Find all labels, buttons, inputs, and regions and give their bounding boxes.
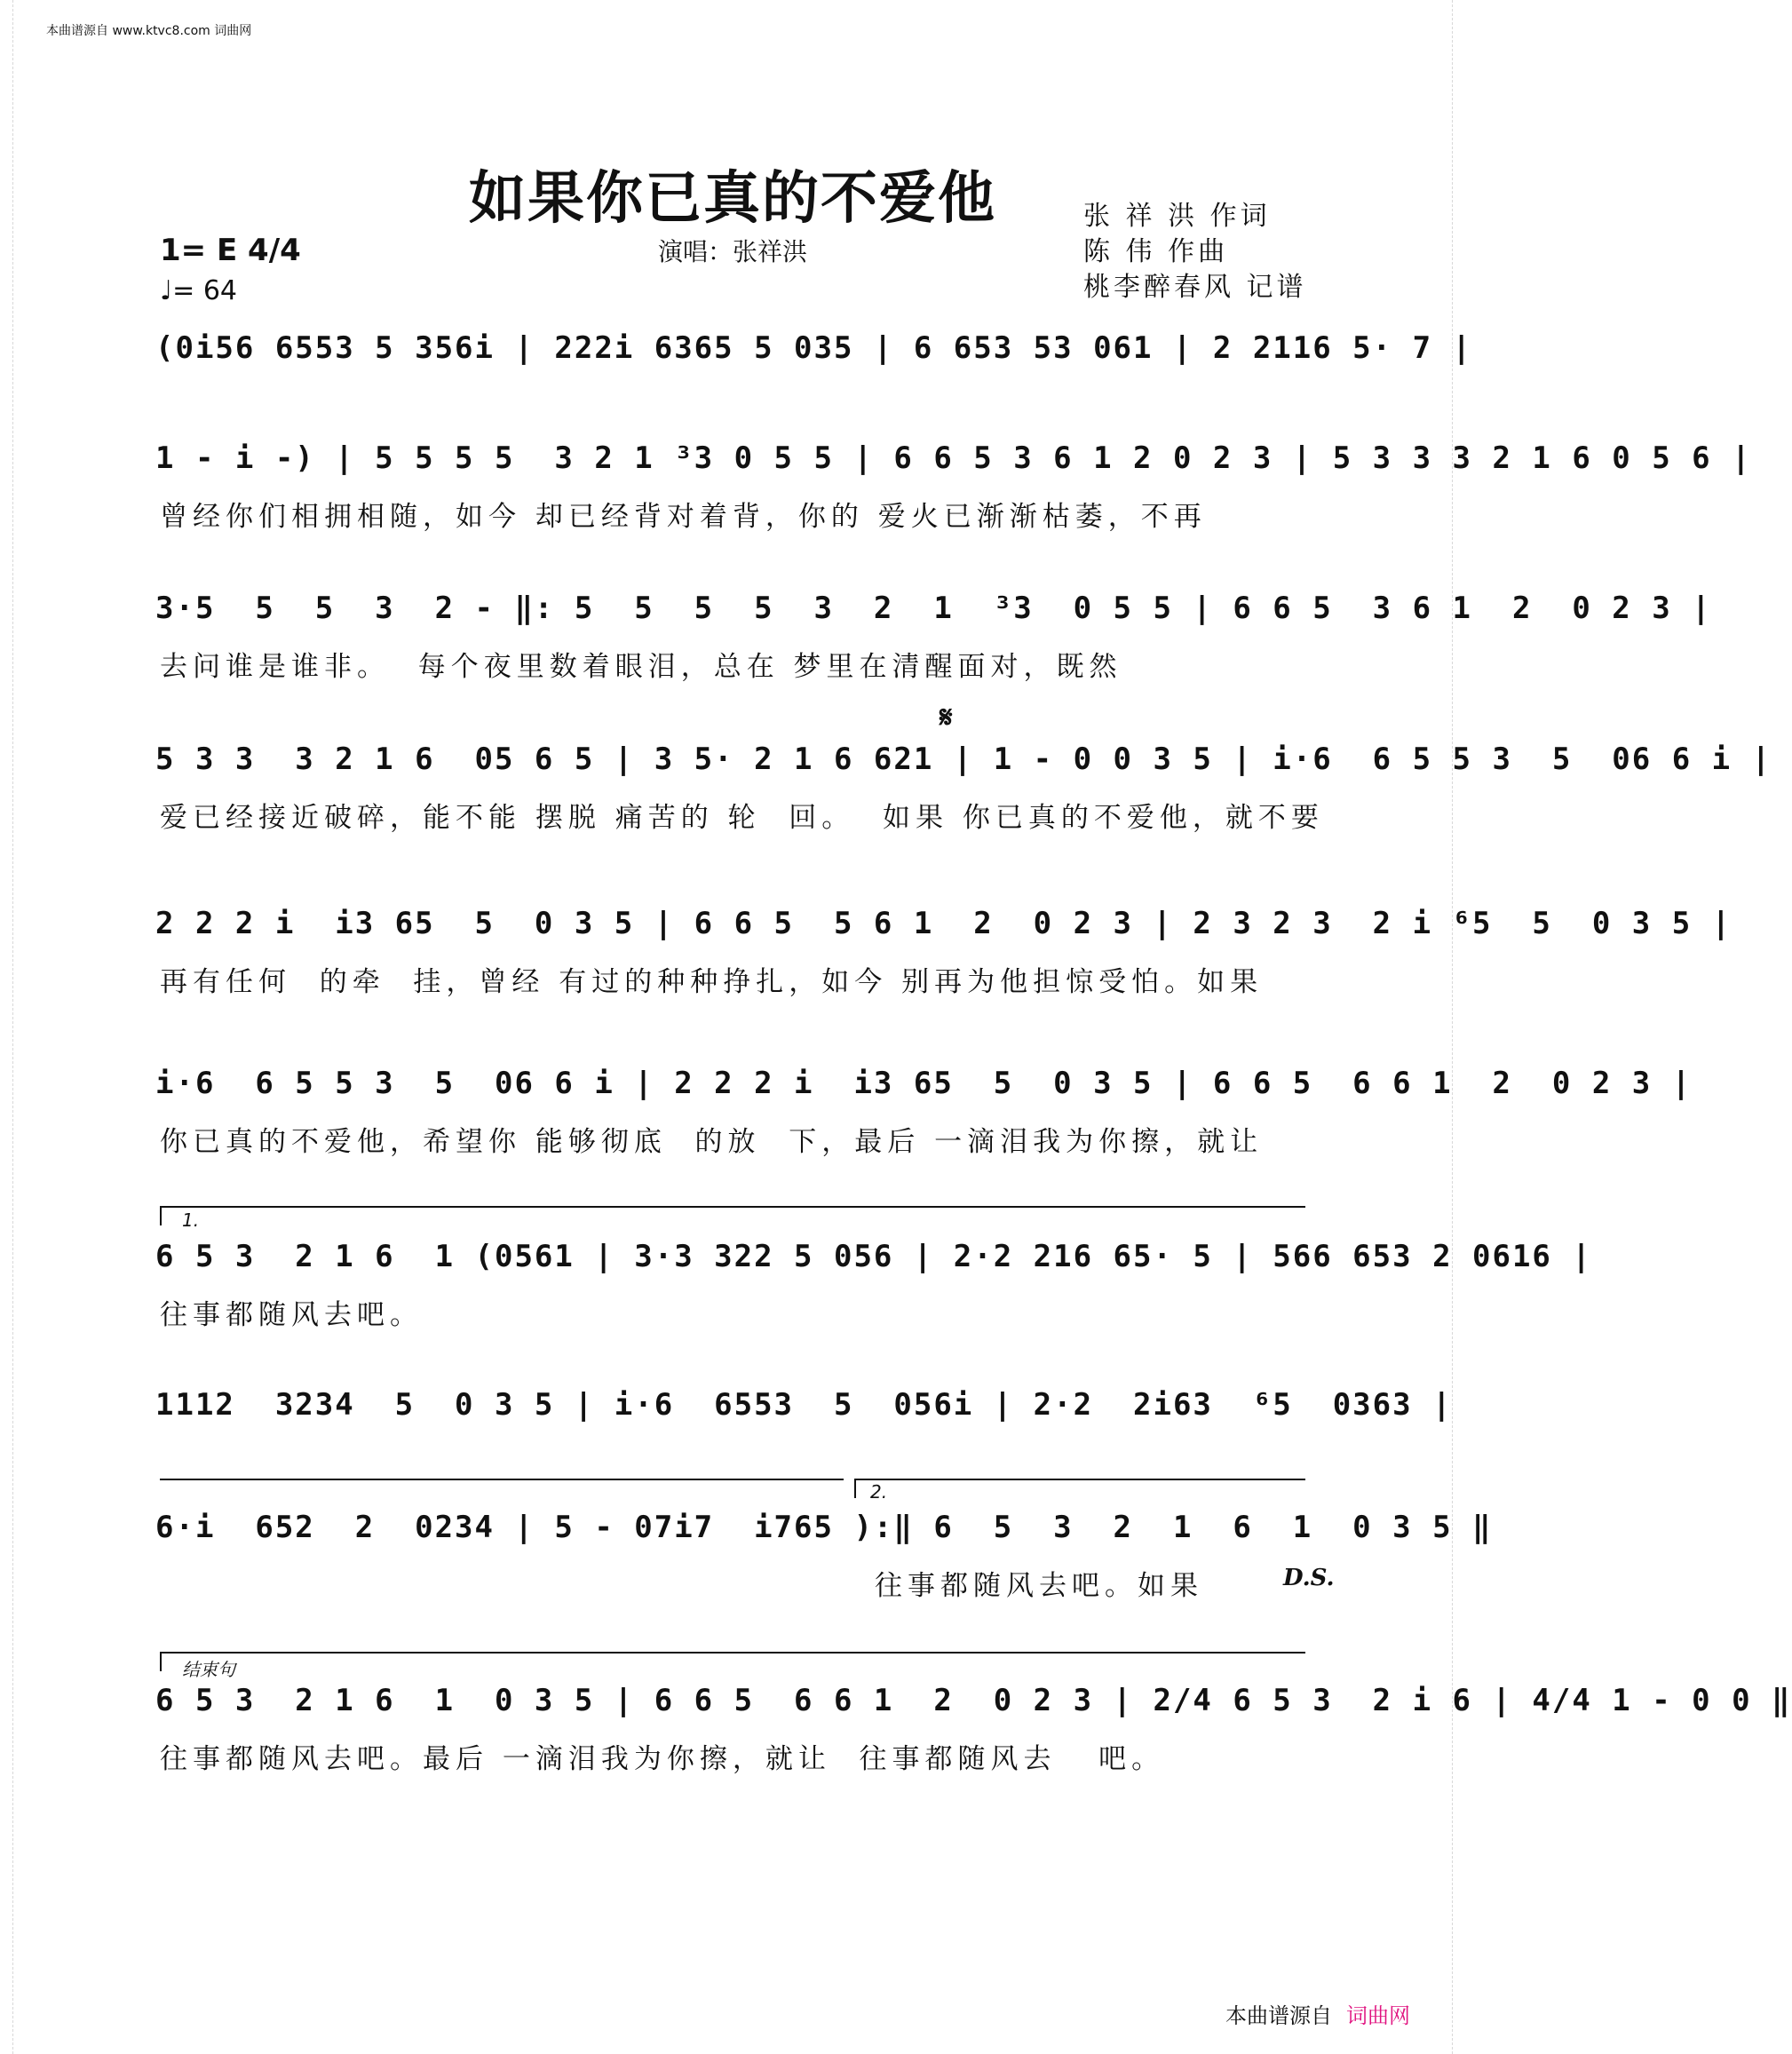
header-source-note: 本曲谱源自 www.ktvc8.com 词曲网	[46, 24, 252, 38]
key-signature: 1= E 4/4	[160, 233, 301, 268]
segno-sign: 𝄋	[940, 700, 953, 735]
left-margin-strip	[0, 0, 13, 2054]
composer-credit: 陈 伟 作曲	[1083, 236, 1229, 267]
notation-line-3: 3·5 5 5 3 2 - ‖: 5 5 5 5 3 2 1 ³3 0 5 5 | 6 6 5 3 6 1 2 0 2 3 |	[155, 591, 1712, 626]
lyric-line-10: 往事都随风去吧。最后 一滴泪我为你擦，就让 往事都随风去 吧。	[160, 1743, 1165, 1775]
lyric-line-3: 去问谁是谁非。 每个夜里数着眼泪，总在 梦里在清醒面对，既然	[160, 651, 1122, 683]
singer-credit: 演唱：张祥洪	[657, 237, 807, 266]
footer-brand-link[interactable]: 词曲网	[1346, 2003, 1410, 2028]
song-title: 如果你已真的不爱他	[469, 165, 996, 232]
footer-source: 本曲谱源自	[1225, 2003, 1332, 2028]
notation-line-8: 1112 3234 5 0 3 5 | i·6 6553 5 056i | 2·2 2i63 ⁶5 0363 |	[155, 1387, 1453, 1423]
ds-marking: D.S.	[1283, 1565, 1335, 1591]
lyric-line-4: 爱已经接近破碎，能不能 摆脱 痛苦的 轮 回。 如果 你已真的不爱他，就不要	[160, 802, 1324, 834]
footer	[1225, 1998, 1410, 2029]
repeat-section-bracket	[160, 1479, 844, 1480]
lyric-line-5: 再有任何 的牵 挂，曾经 有过的种种挣扎，如今 别再为他担惊受怕。如果	[160, 966, 1264, 998]
volta-1-bracket	[160, 1206, 1305, 1208]
volta-1-label: 1.	[182, 1209, 200, 1231]
lyricist-credit: 张 祥 洪 作词	[1083, 201, 1271, 232]
notation-line-6: i·6 6 5 5 3 5 06 6 i | 2 2 2 i i3 65 5 0 3 5 | 6 6 5 6 6 1 2 0 2 3 |	[155, 1066, 1693, 1101]
notation-line-4: 5 3 3 3 2 1 6 05 6 5 | 3 5· 2 1 6 621 | 1 - 0 0 3 5 | i·6 6 5 5 3 5 06 6 i |	[155, 742, 1772, 777]
coda-tick	[160, 1652, 162, 1671]
volta-2-tick	[854, 1479, 856, 1498]
volta-2-label: 2.	[870, 1481, 888, 1503]
lyric-line-6: 你已真的不爱他，希望你 能够彻底 的放 下，最后 一滴泪我为你擦，就让	[160, 1126, 1264, 1158]
credits-block	[1083, 199, 1307, 305]
notation-line-9: 6·i 652 2 0234 | 5 - 07i7 i765 ):‖ 6 5 3 2 1 6 1 0 3 5 ‖	[155, 1510, 1493, 1545]
volta-2-bracket	[854, 1479, 1305, 1480]
lyric-line-2: 曾经你们相拥相随，如今 却已经背对着背，你的 爱火已渐渐枯萎，不再	[160, 501, 1207, 533]
notation-line-1: (0i56 6553 5 356i | 222i 6365 5 035 | 6 653 53 061 | 2 2116 5· 7 |	[155, 330, 1473, 366]
notation-line-5: 2 2 2 i i3 65 5 0 3 5 | 6 6 5 5 6 1 2 0 2 3 | 2 3 2 3 2 i ⁶5 5 0 3 5 |	[155, 906, 1733, 941]
lyric-line-9: 往事都随风去吧。如果	[875, 1570, 1203, 1602]
tempo-marking: ♩= 64	[160, 275, 237, 306]
coda-label: 结束句	[182, 1659, 235, 1680]
notation-line-10: 6 5 3 2 1 6 1 0 3 5 | 6 6 5 6 6 1 2 0 2 3 | 2/4 6 5 3 2 i 6 | 4/4 1 - 0 0 ‖	[155, 1683, 1792, 1718]
volta-1-tick	[160, 1206, 162, 1225]
notation-line-7: 6 5 3 2 1 6 1 (0561 | 3·3 322 5 056 | 2·2 216 65· 5 | 566 653 2 0616 |	[155, 1239, 1592, 1274]
notation-line-2: 1 - i -) | 5 5 5 5 3 2 1 ³3 0 5 5 | 6 6 5 3 6 1 2 0 2 3 | 5 3 3 3 2 1 6 0 5 6 |	[155, 440, 1752, 476]
right-margin-strip	[1452, 0, 1465, 2054]
coda-bracket	[160, 1652, 1305, 1654]
lyric-line-7: 往事都随风去吧。	[160, 1299, 423, 1331]
transcriber-credit: 桃李醉春风 记谱	[1083, 272, 1307, 303]
